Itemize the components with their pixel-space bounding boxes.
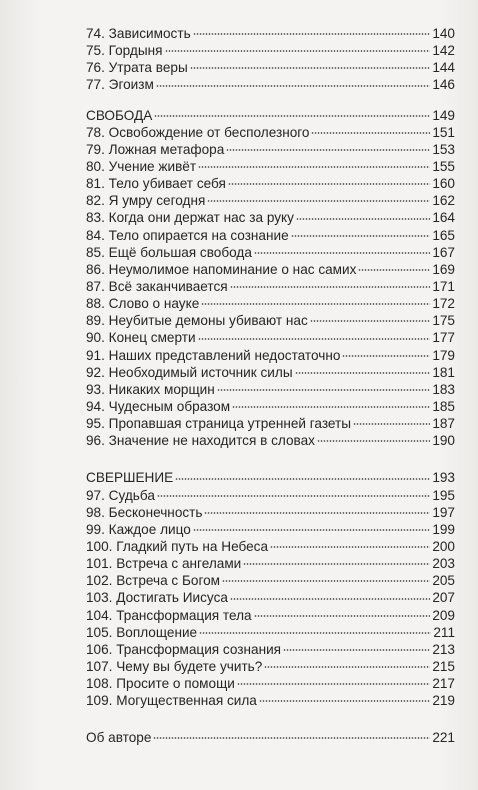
toc-entry-title: 109. Могущественная сила	[86, 693, 257, 709]
dot-leader	[156, 85, 430, 87]
toc-entry-page-number: 211	[433, 624, 455, 640]
toc-entry-title: 96. Значение не находится в словах	[86, 433, 315, 449]
toc-entry	[86, 469, 455, 486]
dot-leader	[222, 580, 430, 582]
toc-entry	[86, 175, 455, 192]
toc-entry	[86, 432, 455, 449]
toc-entry	[86, 692, 455, 709]
dot-leader	[254, 615, 431, 617]
toc-entry-title: 93. Никаких морщин	[86, 381, 215, 397]
dot-leader	[228, 183, 430, 185]
toc-entry	[86, 158, 455, 175]
toc-entry	[86, 555, 455, 572]
toc-entry-page-number: 172	[432, 296, 455, 312]
dot-leader	[259, 700, 430, 702]
dot-leader	[342, 355, 430, 357]
toc-entry	[86, 124, 455, 141]
toc-entry-title: 90. Конец смерти	[86, 330, 196, 346]
toc-entry-page-number: 177	[432, 330, 455, 346]
dot-leader	[217, 389, 431, 391]
toc-entry	[86, 261, 455, 278]
toc-entry-title: 84. Тело опирается на сознание	[86, 227, 289, 243]
dot-leader	[291, 235, 431, 237]
toc-entry-page-number: 171	[432, 278, 455, 294]
dot-leader	[232, 406, 430, 408]
dot-leader	[190, 67, 431, 69]
toc-entry	[86, 398, 455, 415]
toc-entry-page-number: 153	[432, 141, 455, 157]
toc-entry-title: 103. Достигать Иисуса	[86, 590, 228, 606]
table-of-contents	[86, 25, 455, 746]
toc-entry-page-number: 190	[432, 433, 455, 449]
toc-entry	[86, 192, 455, 209]
dot-leader	[230, 598, 430, 600]
dot-leader	[237, 683, 430, 685]
toc-entry-page-number: 146	[432, 77, 455, 93]
toc-entry	[86, 141, 455, 158]
toc-entry-page-number: 200	[432, 538, 455, 554]
toc-entry	[86, 25, 455, 42]
toc-entry-page-number: 167	[432, 244, 455, 260]
toc-entry	[86, 227, 455, 244]
toc-entry-title: 102. Встреча с Богом	[86, 573, 221, 589]
dot-leader	[165, 50, 431, 52]
toc-entry	[86, 589, 455, 606]
toc-entry-page-number: 162	[432, 193, 455, 209]
section-gap	[86, 449, 455, 469]
toc-entry-page-number: 209	[432, 607, 455, 623]
dot-leader	[358, 269, 430, 271]
toc-entry-title: Об авторе	[86, 730, 152, 746]
toc-entry-page-number: 221	[432, 730, 455, 746]
toc-entry-page-number: 195	[432, 487, 455, 503]
dot-leader	[193, 33, 431, 35]
dot-leader	[199, 632, 431, 634]
toc-entry-page-number: 151	[432, 124, 455, 140]
toc-entry-page-number: 193	[432, 470, 455, 486]
toc-entry-page-number: 181	[432, 364, 455, 380]
dot-leader	[270, 546, 430, 548]
toc-entry-page-number: 149	[432, 107, 455, 123]
toc-entry	[86, 538, 455, 555]
toc-entry-page-number: 164	[432, 210, 455, 226]
toc-entry	[86, 295, 455, 312]
toc-entry	[86, 278, 455, 295]
toc-entry	[86, 347, 455, 364]
toc-entry	[86, 381, 455, 398]
toc-entry-title: 91. Наших представлений недостаточно	[86, 347, 341, 363]
toc-entry-title: 75. Гордыня	[86, 43, 163, 59]
toc-entry-title: 85. Ещё большая свобода	[86, 244, 252, 260]
toc-entry-title: 86. Неумолимое напоминание о нас самих	[86, 261, 357, 277]
toc-entry-title: 82. Я умру сегодня	[86, 193, 206, 209]
toc-entry	[86, 504, 455, 521]
toc-entry	[86, 364, 455, 381]
toc-entry-page-number: 179	[432, 347, 455, 363]
dot-leader	[317, 440, 430, 442]
toc-entry-page-number: 142	[432, 43, 455, 59]
toc-entry-page-number: 197	[432, 504, 455, 520]
toc-entry-title: 83. Когда они держат нас за руку	[86, 210, 294, 226]
toc-entry-title: 74. Зависимость	[86, 26, 191, 41]
toc-entry-title: СВОБОДА	[86, 107, 153, 123]
toc-entry-page-number: 199	[432, 521, 455, 537]
dot-leader	[226, 149, 430, 151]
dot-leader	[157, 495, 430, 497]
toc-entry	[86, 209, 455, 226]
toc-entry-page-number: 160	[432, 176, 455, 192]
toc-entry-page-number: 155	[432, 158, 455, 174]
dot-leader	[201, 303, 430, 305]
toc-entry	[86, 675, 455, 692]
dot-leader	[264, 666, 430, 668]
toc-entry-page-number: 217	[432, 676, 455, 692]
dot-leader	[198, 166, 430, 168]
toc-entry	[86, 312, 455, 329]
toc-entry-title: 94. Чудесным образом	[86, 398, 231, 414]
toc-entry-title: 80. Учение живёт	[86, 158, 197, 174]
toc-entry-page-number: 144	[432, 60, 455, 76]
toc-entry-title: 88. Слово о науке	[86, 296, 200, 312]
section-gap	[86, 709, 455, 729]
toc-entry-title: 78. Освобождение от бесполезного	[86, 124, 310, 140]
toc-entry	[86, 729, 455, 746]
toc-entry-title: 92. Необходимый источник силы	[86, 364, 293, 380]
toc-entry-page-number: 219	[432, 693, 455, 709]
toc-entry-page-number: 165	[432, 227, 455, 243]
dot-leader	[207, 200, 430, 202]
toc-entry	[86, 415, 455, 432]
dot-leader	[230, 286, 431, 288]
toc-entry-title: 107. Чему вы будете учить?	[86, 658, 263, 674]
toc-entry-page-number: 140	[432, 26, 455, 41]
toc-entry-title: 87. Всё заканчивается	[86, 278, 228, 294]
dot-leader	[193, 529, 431, 531]
toc-entry-page-number: 203	[432, 556, 455, 572]
dot-leader	[254, 252, 430, 254]
toc-entry-page-number: 175	[432, 313, 455, 329]
toc-entry	[86, 59, 455, 76]
dot-leader	[154, 115, 430, 117]
toc-entry-title: 101. Встреча с ангелами	[86, 556, 242, 572]
toc-entry	[86, 658, 455, 675]
toc-entry-title: 95. Пропавшая страница утренней газеты	[86, 416, 352, 432]
section-gap	[86, 94, 455, 107]
dot-leader	[295, 372, 431, 374]
toc-entry-title: 98. Бесконечность	[86, 504, 203, 520]
toc-entry-title: 89. Неубитые демоны убивают нас	[86, 313, 308, 329]
toc-entry	[86, 107, 455, 124]
toc-entry	[86, 487, 455, 504]
dot-leader	[153, 737, 430, 739]
toc-entry-title: 77. Эгоизм	[86, 77, 154, 93]
toc-entry-page-number: 213	[432, 641, 455, 657]
dot-leader	[243, 563, 430, 565]
dot-leader	[175, 478, 430, 480]
toc-entry	[86, 607, 455, 624]
toc-entry-title: 106. Трансформация сознания	[86, 641, 282, 657]
toc-entry	[86, 329, 455, 346]
dot-leader	[311, 132, 430, 134]
toc-entry-page-number: 185	[432, 398, 455, 414]
toc-entry-page-number: 215	[432, 658, 455, 674]
toc-entry	[86, 572, 455, 589]
toc-entry-title: 104. Трансформация тела	[86, 607, 252, 623]
toc-entry	[86, 42, 455, 59]
toc-entry-title: 81. Тело убивает себя	[86, 176, 226, 192]
toc-entry-title: 76. Утрата веры	[86, 60, 188, 76]
toc-entry-page-number: 169	[432, 261, 455, 277]
toc-entry	[86, 76, 455, 93]
toc-entry	[86, 244, 455, 261]
toc-entry-title: 97. Судьба	[86, 487, 155, 503]
toc-entry-page-number: 205	[432, 573, 455, 589]
toc-entry-page-number: 183	[432, 381, 455, 397]
toc-entry	[86, 641, 455, 658]
toc-entry-title: СВЕРШЕНИЕ	[86, 470, 174, 486]
toc-entry	[86, 521, 455, 538]
toc-entry-title: 79. Ложная метафора	[86, 141, 225, 157]
dot-leader	[198, 338, 431, 340]
toc-entry-page-number: 207	[432, 590, 455, 606]
toc-entry-title: 105. Воплощение	[86, 624, 198, 640]
toc-entry-title: 108. Просите о помощи	[86, 676, 235, 692]
dot-leader	[283, 649, 430, 651]
toc-entry-title: 99. Каждое лицо	[86, 521, 191, 537]
dot-leader	[204, 512, 430, 514]
toc-entry-page-number: 187	[432, 416, 455, 432]
dot-leader	[296, 218, 430, 220]
dot-leader	[353, 423, 430, 425]
dot-leader	[310, 320, 431, 322]
toc-entry-title: 100. Гладкий путь на Небеса	[86, 538, 269, 554]
toc-entry	[86, 624, 455, 641]
